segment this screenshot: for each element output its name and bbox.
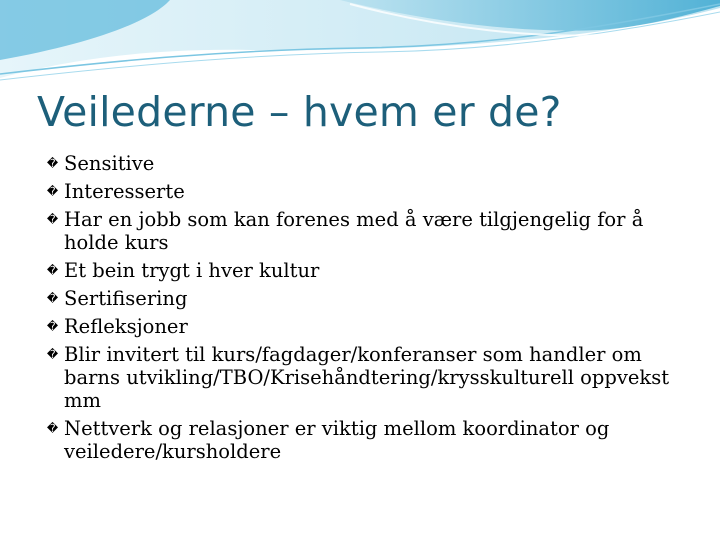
bullet-marker-icon: � bbox=[46, 264, 59, 277]
bullet-item bbox=[46, 343, 686, 412]
bullet-item bbox=[46, 259, 686, 282]
decorative-wave-header bbox=[0, 0, 720, 90]
bullet-marker-icon: � bbox=[46, 348, 59, 361]
bullet-item bbox=[46, 287, 686, 310]
bullet-text: Blir invitert til kurs/fagdager/konferanser som handler om barns utvikling/TBO/Krisehåndtering/krysskulturell oppvekst mm bbox=[64, 343, 670, 412]
bullet-item bbox=[46, 417, 686, 463]
bullet-text: Sertifisering bbox=[64, 287, 188, 310]
bullet-text: Nettverk og relasjoner er viktig mellom koordinator og veiledere/kursholdere bbox=[64, 417, 610, 463]
bullet-text: Et bein trygt i hver kultur bbox=[64, 259, 320, 282]
bullet-list bbox=[46, 152, 686, 468]
bullet-text: Refleksjoner bbox=[64, 315, 188, 338]
bullet-item bbox=[46, 152, 686, 175]
bullet-marker-icon: � bbox=[46, 422, 59, 435]
bullet-item bbox=[46, 208, 686, 254]
bullet-item bbox=[46, 180, 686, 203]
bullet-marker-icon: � bbox=[46, 185, 59, 198]
bullet-marker-icon: � bbox=[46, 320, 59, 333]
bullet-text: Interesserte bbox=[64, 180, 185, 203]
bullet-marker-icon: � bbox=[46, 292, 59, 305]
bullet-marker-icon: � bbox=[46, 157, 59, 170]
slide-title: Veilederne – hvem er de? bbox=[37, 88, 562, 136]
bullet-item bbox=[46, 315, 686, 338]
bullet-marker-icon: � bbox=[46, 213, 59, 226]
bullet-text: Sensitive bbox=[64, 152, 155, 175]
bullet-text: Har en jobb som kan forenes med å være tilgjengelig for å holde kurs bbox=[64, 208, 644, 254]
